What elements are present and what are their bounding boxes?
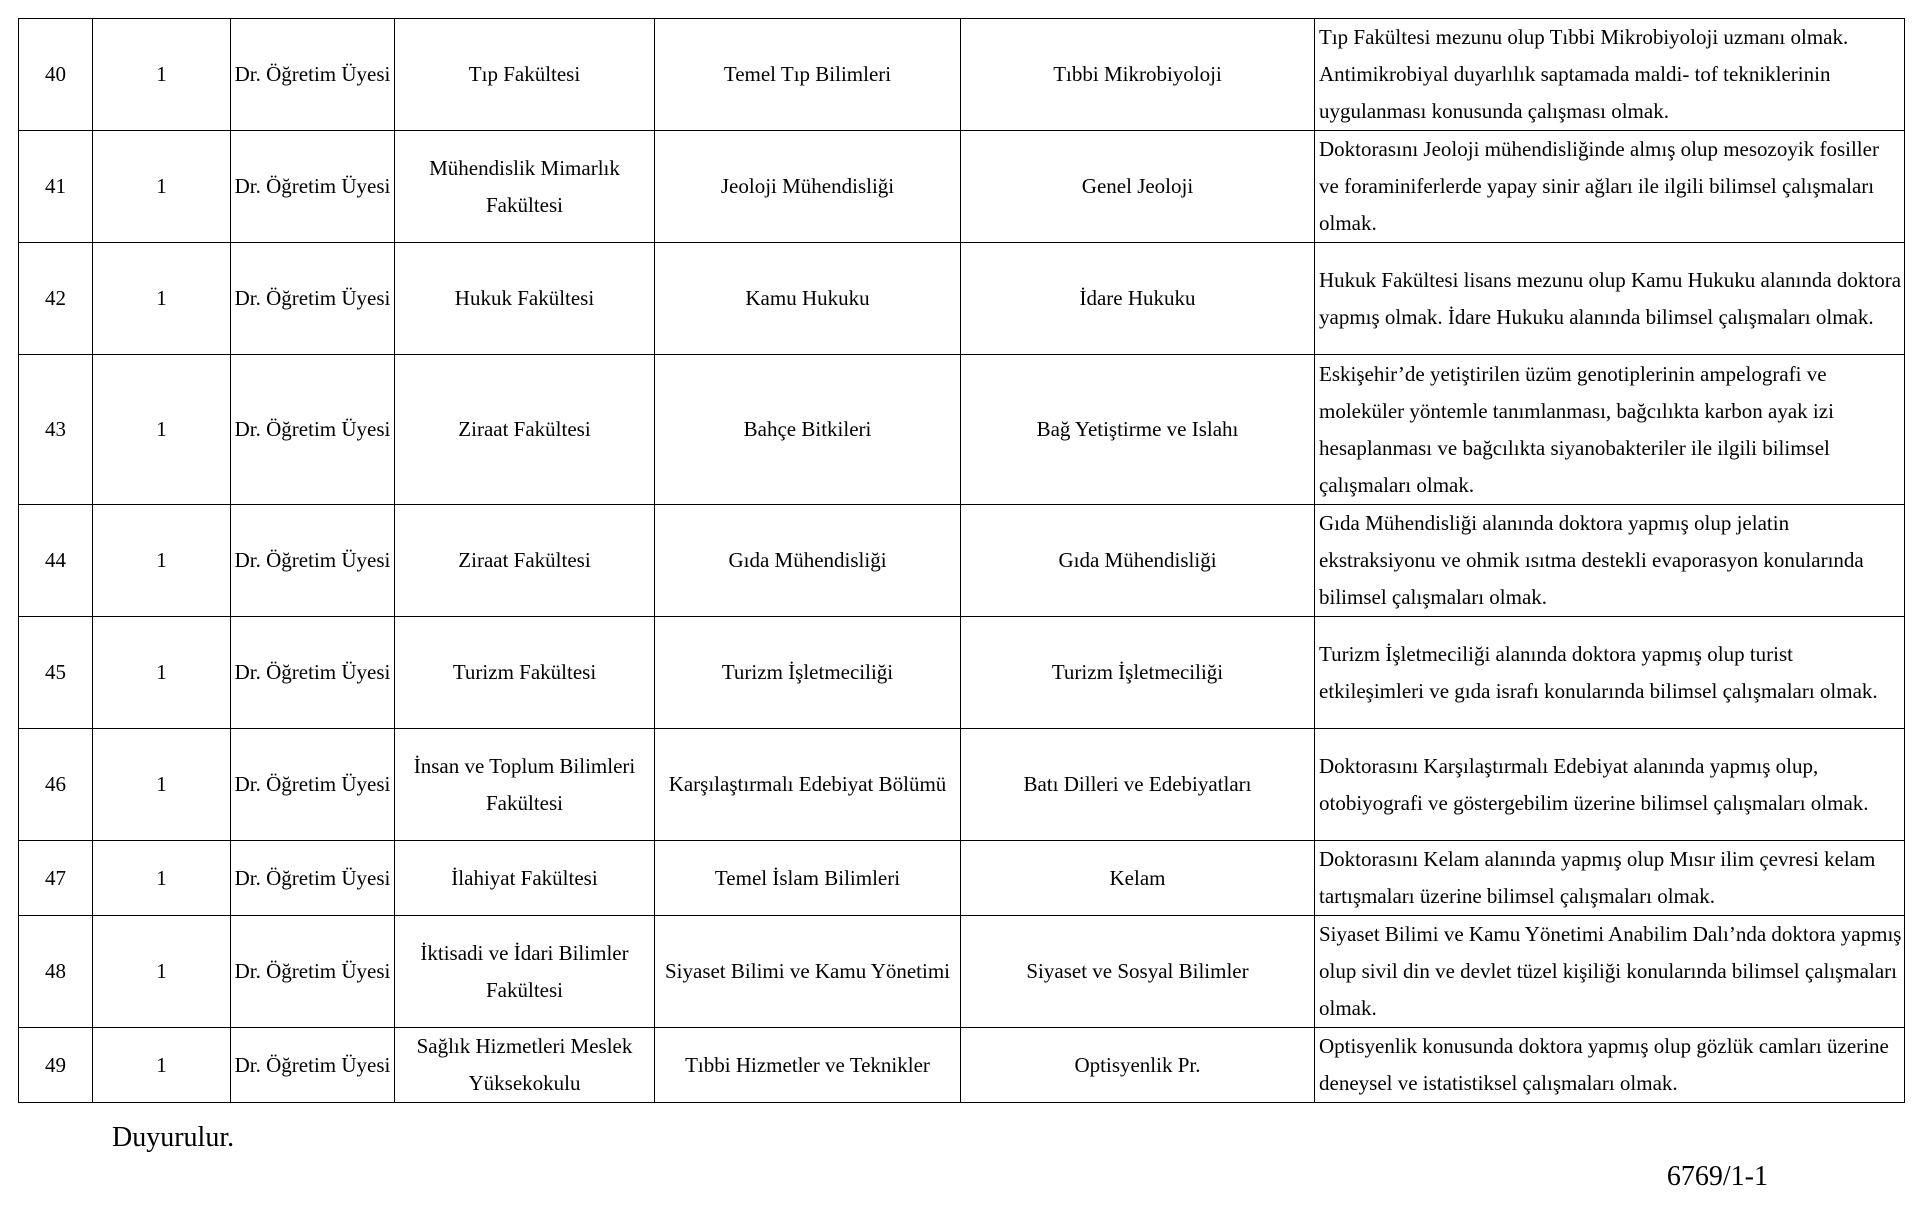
field-cell: Gıda Mühendisliği xyxy=(961,505,1315,617)
department-cell: Tıbbi Hizmetler ve Teknikler xyxy=(655,1028,961,1103)
table-row xyxy=(19,243,1905,355)
academic-title-cell: Dr. Öğretim Üyesi xyxy=(231,131,395,243)
field-cell: Optisyenlik Pr. xyxy=(961,1028,1315,1103)
requirement-cell: Optisyenlik konusunda doktora yapmış olup gözlük camları üzerine deneysel ve istatistiksel çalışmaları olmak. xyxy=(1315,1028,1905,1103)
table-row xyxy=(19,617,1905,729)
row-number-cell: 42 xyxy=(19,243,93,355)
position-count-cell: 1 xyxy=(93,355,231,505)
position-count-cell: 1 xyxy=(93,131,231,243)
table-row xyxy=(19,19,1905,131)
faculty-cell: Ziraat Fakültesi xyxy=(395,355,655,505)
table-row xyxy=(19,916,1905,1028)
requirement-cell: Hukuk Fakültesi lisans mezunu olup Kamu Hukuku alanında doktora yapmış olmak. İdare Hukuku alanında bilimsel çalışmaları olmak. xyxy=(1315,243,1905,355)
table-body xyxy=(19,19,1905,1103)
faculty-cell: Mühendislik Mimarlık Fakültesi xyxy=(395,131,655,243)
field-cell: Siyaset ve Sosyal Bilimler xyxy=(961,916,1315,1028)
requirement-cell: Turizm İşletmeciliği alanında doktora yapmış olup turist etkileşimleri ve gıda israfı konularında bilimsel çalışmaları olmak. xyxy=(1315,617,1905,729)
department-cell: Bahçe Bitkileri xyxy=(655,355,961,505)
academic-title-cell: Dr. Öğretim Üyesi xyxy=(231,355,395,505)
row-number-cell: 47 xyxy=(19,841,93,916)
faculty-cell: İnsan ve Toplum Bilimleri Fakültesi xyxy=(395,729,655,841)
document-number: 6769/1-1 xyxy=(1666,1161,1768,1192)
academic-title-cell: Dr. Öğretim Üyesi xyxy=(231,841,395,916)
row-number-cell: 49 xyxy=(19,1028,93,1103)
position-count-cell: 1 xyxy=(93,916,231,1028)
faculty-cell: Ziraat Fakültesi xyxy=(395,505,655,617)
department-cell: Siyaset Bilimi ve Kamu Yönetimi xyxy=(655,916,961,1028)
department-cell: Temel İslam Bilimleri xyxy=(655,841,961,916)
row-number-cell: 45 xyxy=(19,617,93,729)
field-cell: İdare Hukuku xyxy=(961,243,1315,355)
row-number-cell: 48 xyxy=(19,916,93,1028)
academic-title-cell: Dr. Öğretim Üyesi xyxy=(231,916,395,1028)
table-row xyxy=(19,1028,1905,1103)
academic-title-cell: Dr. Öğretim Üyesi xyxy=(231,505,395,617)
faculty-cell: Sağlık Hizmetleri Meslek Yüksekokulu xyxy=(395,1028,655,1103)
row-number-cell: 43 xyxy=(19,355,93,505)
department-cell: Temel Tıp Bilimleri xyxy=(655,19,961,131)
table-row xyxy=(19,729,1905,841)
row-number-cell: 41 xyxy=(19,131,93,243)
requirement-cell: Doktorasını Jeoloji mühendisliğinde almış olup mesozoyik fosiller ve foraminiferlerde yapay sinir ağları ile ilgili bilimsel çalışmaları olmak. xyxy=(1315,131,1905,243)
faculty-cell: İktisadi ve İdari Bilimler Fakültesi xyxy=(395,916,655,1028)
position-count-cell: 1 xyxy=(93,729,231,841)
field-cell: Turizm İşletmeciliği xyxy=(961,617,1315,729)
department-cell: Karşılaştırmalı Edebiyat Bölümü xyxy=(655,729,961,841)
academic-title-cell: Dr. Öğretim Üyesi xyxy=(231,729,395,841)
requirement-cell: Gıda Mühendisliği alanında doktora yapmış olup jelatin ekstraksiyonu ve ohmik ısıtma destekli evaporasyon konularında bilimsel çalışmaları olmak. xyxy=(1315,505,1905,617)
field-cell: Tıbbi Mikrobiyoloji xyxy=(961,19,1315,131)
field-cell: Genel Jeoloji xyxy=(961,131,1315,243)
academic-title-cell: Dr. Öğretim Üyesi xyxy=(231,19,395,131)
department-cell: Kamu Hukuku xyxy=(655,243,961,355)
position-count-cell: 1 xyxy=(93,243,231,355)
faculty-cell: Turizm Fakültesi xyxy=(395,617,655,729)
position-count-cell: 1 xyxy=(93,505,231,617)
position-count-cell: 1 xyxy=(93,841,231,916)
table-row xyxy=(19,841,1905,916)
table-row xyxy=(19,505,1905,617)
faculty-cell: İlahiyat Fakültesi xyxy=(395,841,655,916)
department-cell: Jeoloji Mühendisliği xyxy=(655,131,961,243)
position-count-cell: 1 xyxy=(93,617,231,729)
requirement-cell: Doktorasını Kelam alanında yapmış olup Mısır ilim çevresi kelam tartışmaları üzerine bilimsel çalışmaları olmak. xyxy=(1315,841,1905,916)
department-cell: Gıda Mühendisliği xyxy=(655,505,961,617)
academic-title-cell: Dr. Öğretim Üyesi xyxy=(231,1028,395,1103)
field-cell: Bağ Yetiştirme ve Islahı xyxy=(961,355,1315,505)
table-row xyxy=(19,131,1905,243)
positions-table xyxy=(18,18,1905,1103)
faculty-cell: Tıp Fakültesi xyxy=(395,19,655,131)
position-count-cell: 1 xyxy=(93,19,231,131)
requirement-cell: Eskişehir’de yetiştirilen üzüm genotiplerinin ampelografi ve moleküler yöntemle tanımlanması, bağcılıkta karbon ayak izi hesaplanması ve bağcılıkta siyanobakteriler ile ilgili bilimsel çalışmaları olmak. xyxy=(1315,355,1905,505)
row-number-cell: 46 xyxy=(19,729,93,841)
announcement-text: Duyurulur. xyxy=(112,1122,235,1153)
field-cell: Batı Dilleri ve Edebiyatları xyxy=(961,729,1315,841)
faculty-cell: Hukuk Fakültesi xyxy=(395,243,655,355)
field-cell: Kelam xyxy=(961,841,1315,916)
row-number-cell: 40 xyxy=(19,19,93,131)
department-cell: Turizm İşletmeciliği xyxy=(655,617,961,729)
position-count-cell: 1 xyxy=(93,1028,231,1103)
table-row xyxy=(19,355,1905,505)
requirement-cell: Siyaset Bilimi ve Kamu Yönetimi Anabilim Dalı’nda doktora yapmış olup sivil din ve devlet tüzel kişiliği konularında bilimsel çalışmaları olmak. xyxy=(1315,916,1905,1028)
academic-title-cell: Dr. Öğretim Üyesi xyxy=(231,243,395,355)
requirement-cell: Doktorasını Karşılaştırmalı Edebiyat alanında yapmış olup, otobiyografi ve göstergebilim üzerine bilimsel çalışmaları olmak. xyxy=(1315,729,1905,841)
requirement-cell: Tıp Fakültesi mezunu olup Tıbbi Mikrobiyoloji uzmanı olmak. Antimikrobiyal duyarlılık saptamada maldi- tof tekniklerinin uygulanması konusunda çalışması olmak. xyxy=(1315,19,1905,131)
row-number-cell: 44 xyxy=(19,505,93,617)
academic-title-cell: Dr. Öğretim Üyesi xyxy=(231,617,395,729)
